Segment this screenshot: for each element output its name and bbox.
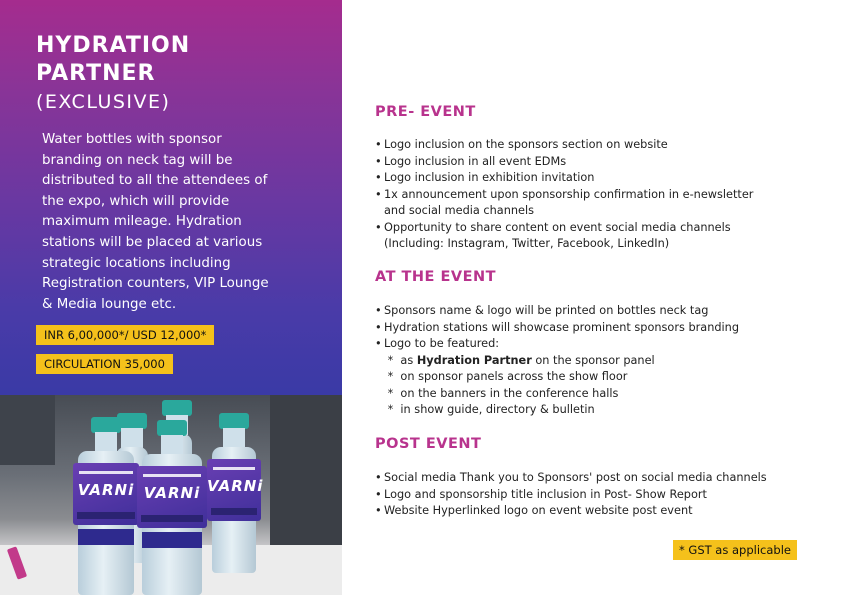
- booth-stall: [270, 395, 342, 545]
- title-line-1: HYDRATION: [36, 33, 191, 58]
- sub-list-item: * in show guide, directory & bulletin: [384, 403, 595, 416]
- sub-list-item: * on sponsor panels across the show floor: [384, 370, 628, 383]
- gst-note: * GST as applicable: [673, 540, 797, 560]
- list-item: • Logo and sponsorship title inclusion in Post- Show Report: [375, 487, 815, 504]
- price-badge: INR 6,00,000*/ USD 12,000*: [36, 325, 214, 345]
- list-item: • Logo inclusion on the sponsors section on website: [375, 137, 815, 154]
- sub-item-text: in show guide, directory & bulletin: [400, 403, 595, 416]
- title-line-2: PARTNER: [36, 61, 156, 86]
- list-item-continued: (Including: Instagram, Twitter, Facebook, LinkedIn): [384, 237, 670, 250]
- sub-list-item: * on the banners in the conference halls: [384, 386, 619, 400]
- post-event-heading: POST EVENT: [375, 436, 482, 452]
- at-event-list: [375, 303, 815, 419]
- sub-item-suffix: on the sponsor panel: [531, 353, 655, 367]
- water-bottle: VARNi: [78, 417, 134, 595]
- post-event-list: [375, 470, 815, 520]
- circulation-badge: CIRCULATION 35,000: [36, 354, 173, 374]
- sub-list-item: * as Hydration Partner on the sponsor panel: [384, 353, 655, 367]
- list-item: • Logo inclusion in exhibition invitation: [375, 170, 815, 187]
- sub-item-text: on the banners in the conference halls: [400, 386, 619, 400]
- sub-item-text: on sponsor panels across the show floor: [400, 370, 628, 383]
- package-subtitle: (EXCLUSIVE): [36, 91, 171, 113]
- bottles-photo: [0, 395, 342, 595]
- list-item: • 1x announcement upon sponsorship confirmation in e-newsletter: [375, 187, 815, 204]
- gradient-panel: [0, 0, 342, 395]
- package-description: Water bottles with sponsor branding on neck tag will be distributed to all the attendees of the expo, which will provide maximum mileage. Hydration stations will be placed at various strategic locations including Registration counters, VIP Lounge & Media lounge etc.: [42, 132, 269, 312]
- list-item: • Opportunity to share content on event social media channels: [375, 220, 815, 237]
- water-bottle: VARNi: [212, 413, 256, 573]
- at-event-heading: AT THE EVENT: [375, 269, 497, 285]
- package-title: [36, 32, 190, 88]
- water-bottle: VARNi: [142, 420, 202, 595]
- list-item: • Social media Thank you to Sponsors' post on social media channels: [375, 470, 815, 487]
- list-item: • Logo to be featured:: [375, 336, 815, 353]
- list-item: • Sponsors name & logo will be printed on bottles neck tag: [375, 303, 815, 320]
- booth-background: [0, 395, 55, 465]
- pre-event-heading: PRE- EVENT: [375, 104, 476, 120]
- list-item-continued: and social media channels: [384, 204, 535, 217]
- right-panel: [342, 0, 842, 595]
- sub-item-prefix: as: [400, 353, 417, 367]
- list-item: • Hydration stations will showcase prominent sponsors branding: [375, 320, 815, 337]
- hydration-partner-bold: Hydration Partner: [416, 353, 532, 367]
- pre-event-list: [375, 137, 815, 253]
- list-item: • Website Hyperlinked logo on event website post event: [375, 503, 815, 520]
- left-panel: [0, 0, 342, 595]
- list-item: • Logo inclusion in all event EDMs: [375, 154, 815, 171]
